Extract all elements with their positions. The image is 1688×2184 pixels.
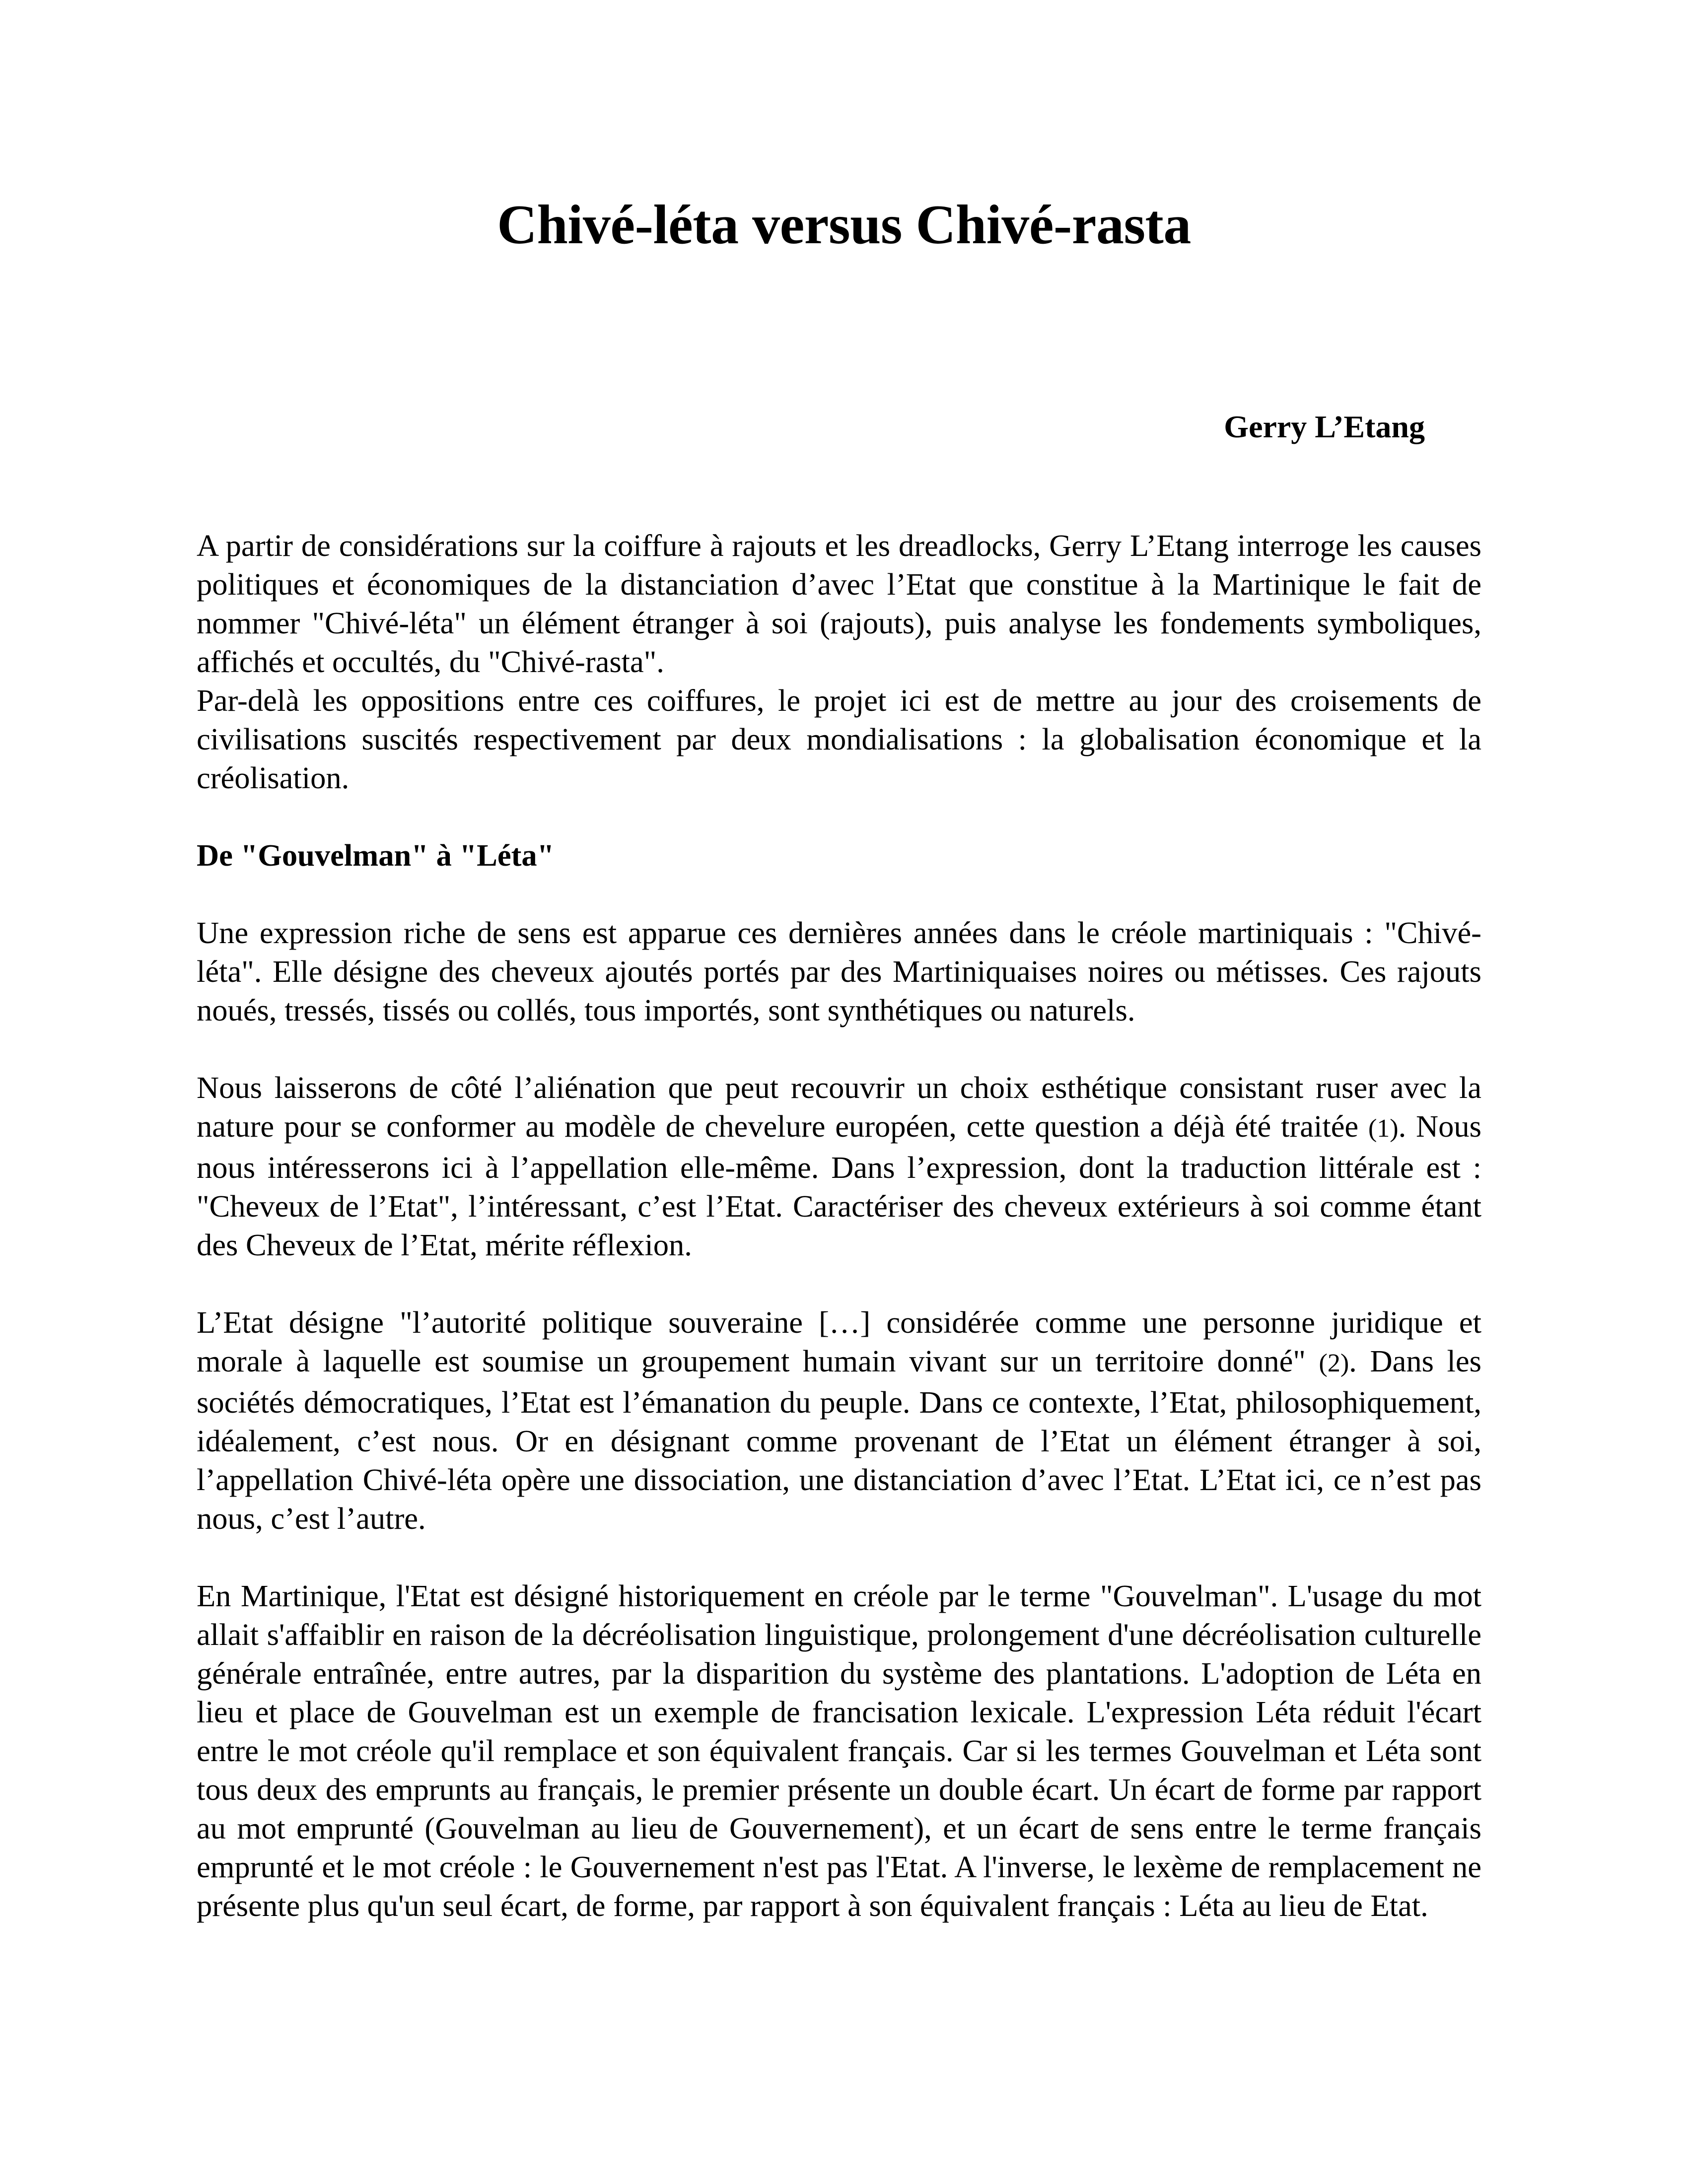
body-paragraph	[197, 1303, 1481, 1538]
document-title: Chivé-léta versus Chivé-rasta	[497, 194, 1191, 256]
section-heading: De "Gouvelman" à "Léta"	[197, 838, 555, 873]
paragraph-text: . Dans les sociétés démocratiques, l’Etat est l’émanation du peuple. Dans ce contexte, l’Etat, philosophiquement, idéalement, c’est nous. Or en désignant comme provenant de l’Etat un élément étranger à soi, l’appellation Chivé-léta opère une dissociation, une distanciation d’avec l’Etat. L’Etat ici, ce n’est pas nous, c’est l’autre.	[197, 1344, 1481, 1536]
paragraph-gap	[197, 1538, 1481, 1576]
abstract-paragraph: Par-delà les oppositions entre ces coiffures, le projet ici est de mettre au jour des croisements de civilisations suscités respectivement par deux mondialisations : la globalisation économique et la créolisation.	[197, 683, 1481, 795]
footnote-marker: (2)	[1319, 1349, 1349, 1377]
paragraph-gap	[197, 1029, 1481, 1068]
paragraph-gap	[197, 797, 1481, 836]
body-paragraph: Une expression riche de sens est apparue ces dernières années dans le créole martiniquais : "Chivé-léta". Elle désigne des cheveux ajoutés portés par des Martiniquaises noires ou métisses. Ces rajouts noués, tressés, tissés ou collés, tous importés, sont synthétiques ou naturels.	[197, 915, 1481, 1027]
paragraph-text: L’Etat désigne "l’autorité politique souveraine […] considérée comme une personne juridique et morale à laquelle est soumise un groupement humain vivant sur un territoire donné"	[197, 1305, 1481, 1378]
body-paragraph: En Martinique, l'Etat est désigné historiquement en créole par le terme "Gouvelman". L'usage du mot allait s'affaiblir en raison de la décréolisation linguistique, prolongement d'une décréolisation culturelle générale entraînée, entre autres, par la disparition du système des plantations. L'adoption de Léta en lieu et place de Gouvelman est un exemple de francisation lexicale. L'expression Léta réduit l'écart entre le mot créole qu'il remplace et son équivalent français. Car si les termes Gouvelman et Léta sont tous deux des emprunts au français, le premier présente un double écart. Un écart de forme par rapport au mot emprunté (Gouvelman au lieu de Gouvernement), et un écart de sens entre le terme français emprunté et le mot créole : le Gouvernement n'est pas l'Etat. A l'inverse, le lexème de remplacement ne présente plus qu'un seul écart, de forme, par rapport à son équivalent français : Léta au lieu de Etat.	[197, 1578, 1481, 1923]
body-paragraph	[197, 1068, 1481, 1264]
author-name: Gerry L’Etang	[1224, 409, 1425, 444]
paragraph-gap	[197, 1264, 1481, 1303]
footnote-marker: (1)	[1368, 1114, 1399, 1143]
paragraph-text: Nous laisserons de côté l’aliénation que peut recouvrir un choix esthétique consistant ruser avec la nature pour se conformer au modèle de chevelure européen, cette question a déjà été traitée	[197, 1070, 1481, 1144]
abstract-paragraph: A partir de considérations sur la coiffure à rajouts et les dreadlocks, Gerry L’Etang interroge les causes politiques et économiques de la distanciation d’avec l’Etat que constitue à la Martinique le fait de nommer "Chivé-léta" un élément étranger à soi (rajouts), puis analyse les fondements symboliques, affichés et occultés, du "Chivé-rasta".	[197, 528, 1481, 679]
document-body	[197, 526, 1481, 1925]
paragraph-gap	[197, 875, 1481, 913]
paragraph-text: . Nous nous intéresserons ici à l’appellation elle-même. Dans l’expression, dont la traduction littérale est : "Cheveux de l’Etat", l’intéressant, c’est l’Etat. Caractériser des cheveux extérieurs à soi comme étant des Cheveux de l’Etat, mérite réflexion.	[197, 1109, 1481, 1262]
